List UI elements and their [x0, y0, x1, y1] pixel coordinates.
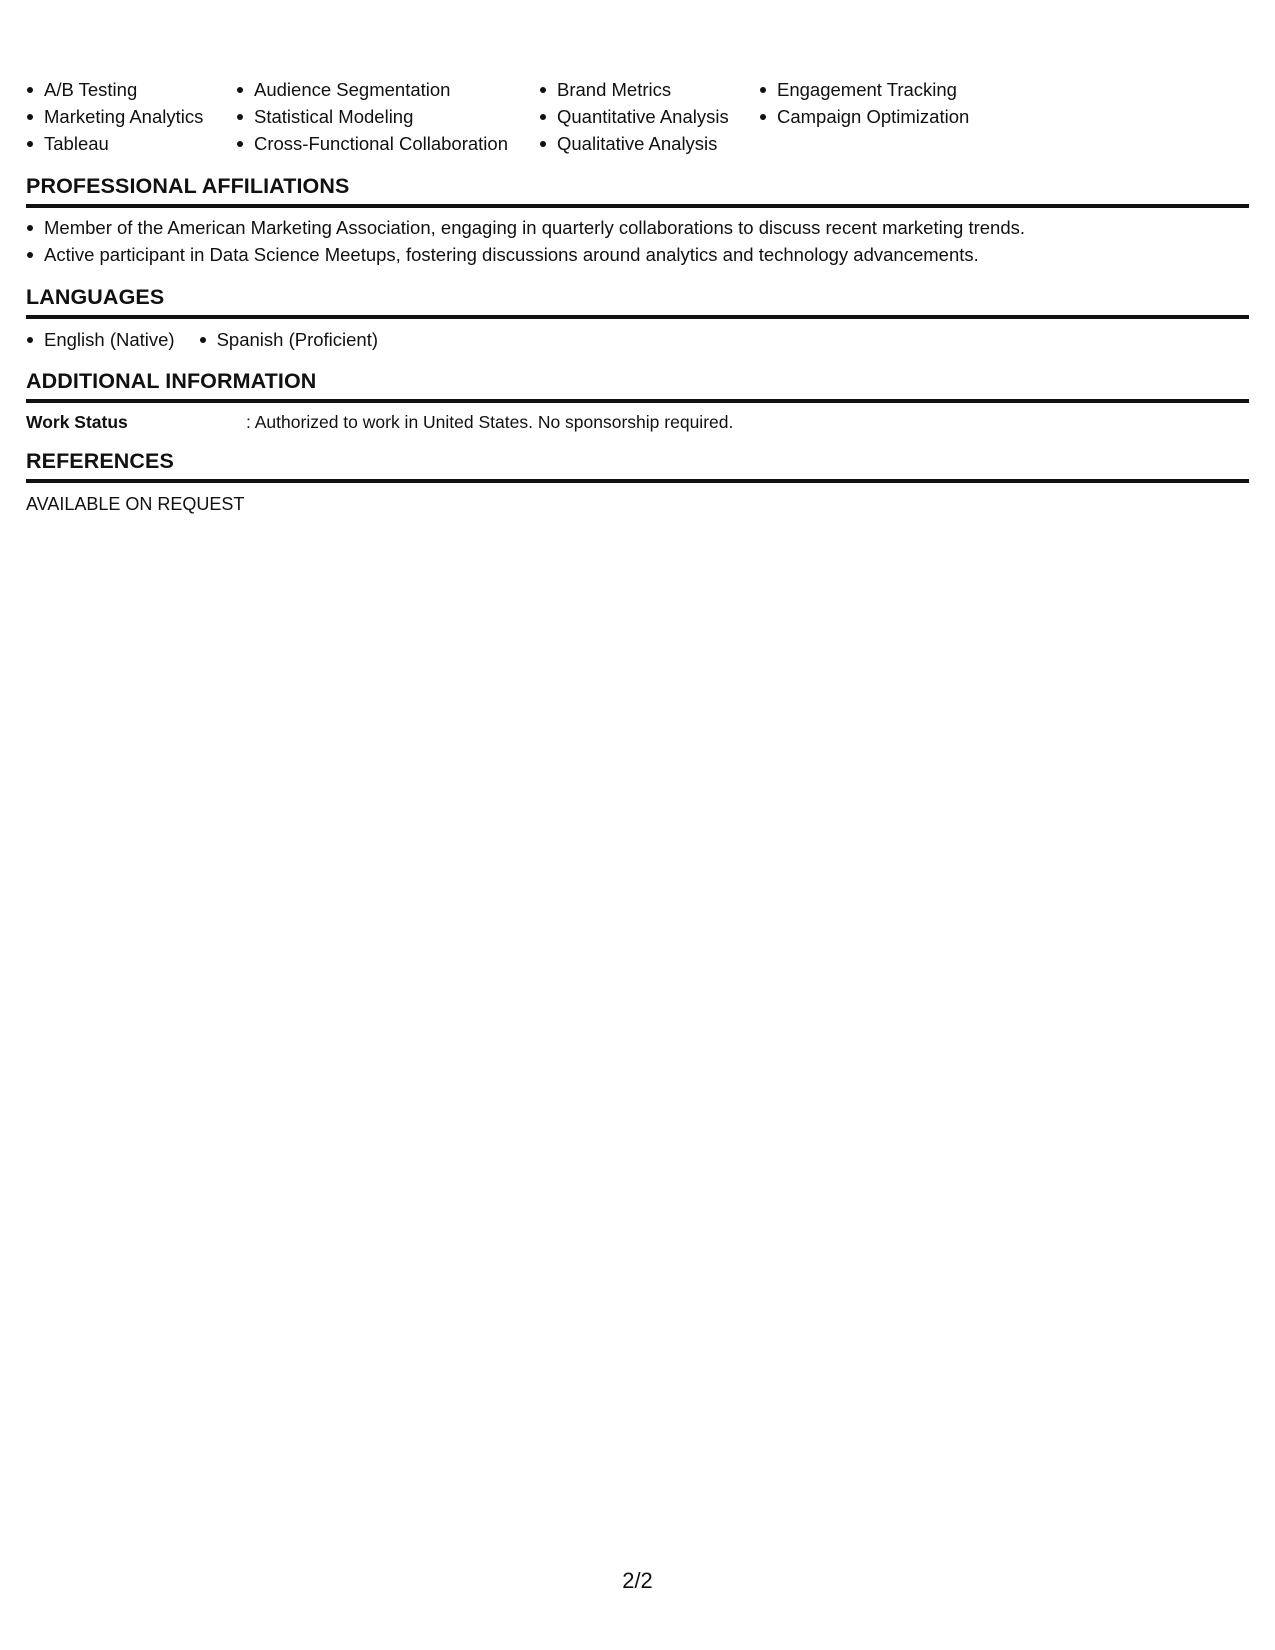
- work-status-row: [26, 409, 1249, 435]
- references-heading: REFERENCES: [26, 449, 1249, 483]
- skill-item: Cross-Functional Collaboration: [236, 130, 539, 157]
- skills-column: [236, 76, 539, 157]
- skill-item: Marketing Analytics: [26, 103, 236, 130]
- resume-page: [26, 76, 1249, 517]
- skill-item: Tableau: [26, 130, 236, 157]
- language-item: Spanish (Proficient): [199, 326, 378, 353]
- skill-item: Statistical Modeling: [236, 103, 539, 130]
- language-item: English (Native): [26, 326, 175, 353]
- skills-column: [539, 76, 759, 157]
- skill-item: Quantitative Analysis: [539, 103, 759, 130]
- affiliation-item: Member of the American Marketing Association, engaging in quarterly collaborations to discuss recent marketing trends.: [26, 214, 1249, 241]
- page-number: 2/2: [622, 1568, 653, 1593]
- skill-item: Audience Segmentation: [236, 76, 539, 103]
- skills-column: [26, 76, 236, 157]
- affiliations-heading: PROFESSIONAL AFFILIATIONS: [26, 174, 1249, 208]
- additional-info-heading: ADDITIONAL INFORMATION: [26, 369, 1249, 403]
- languages-heading: LANGUAGES: [26, 285, 1249, 319]
- skill-item: Brand Metrics: [539, 76, 759, 103]
- skills-grid: [26, 76, 1249, 157]
- languages-list: [26, 326, 1249, 353]
- skills-column: [759, 76, 1019, 157]
- skill-item: Qualitative Analysis: [539, 130, 759, 157]
- skill-item: Engagement Tracking: [759, 76, 1019, 103]
- affiliations-list: [26, 214, 1249, 268]
- work-status-value: : Authorized to work in United States. No sponsorship required.: [246, 412, 734, 432]
- affiliation-item: Active participant in Data Science Meetups, fostering discussions around analytics and technology advancements.: [26, 241, 1249, 268]
- work-status-label: Work Status: [26, 412, 128, 432]
- skill-item: A/B Testing: [26, 76, 236, 103]
- references-text: AVAILABLE ON REQUEST: [26, 494, 245, 514]
- skill-item: Campaign Optimization: [759, 103, 1019, 130]
